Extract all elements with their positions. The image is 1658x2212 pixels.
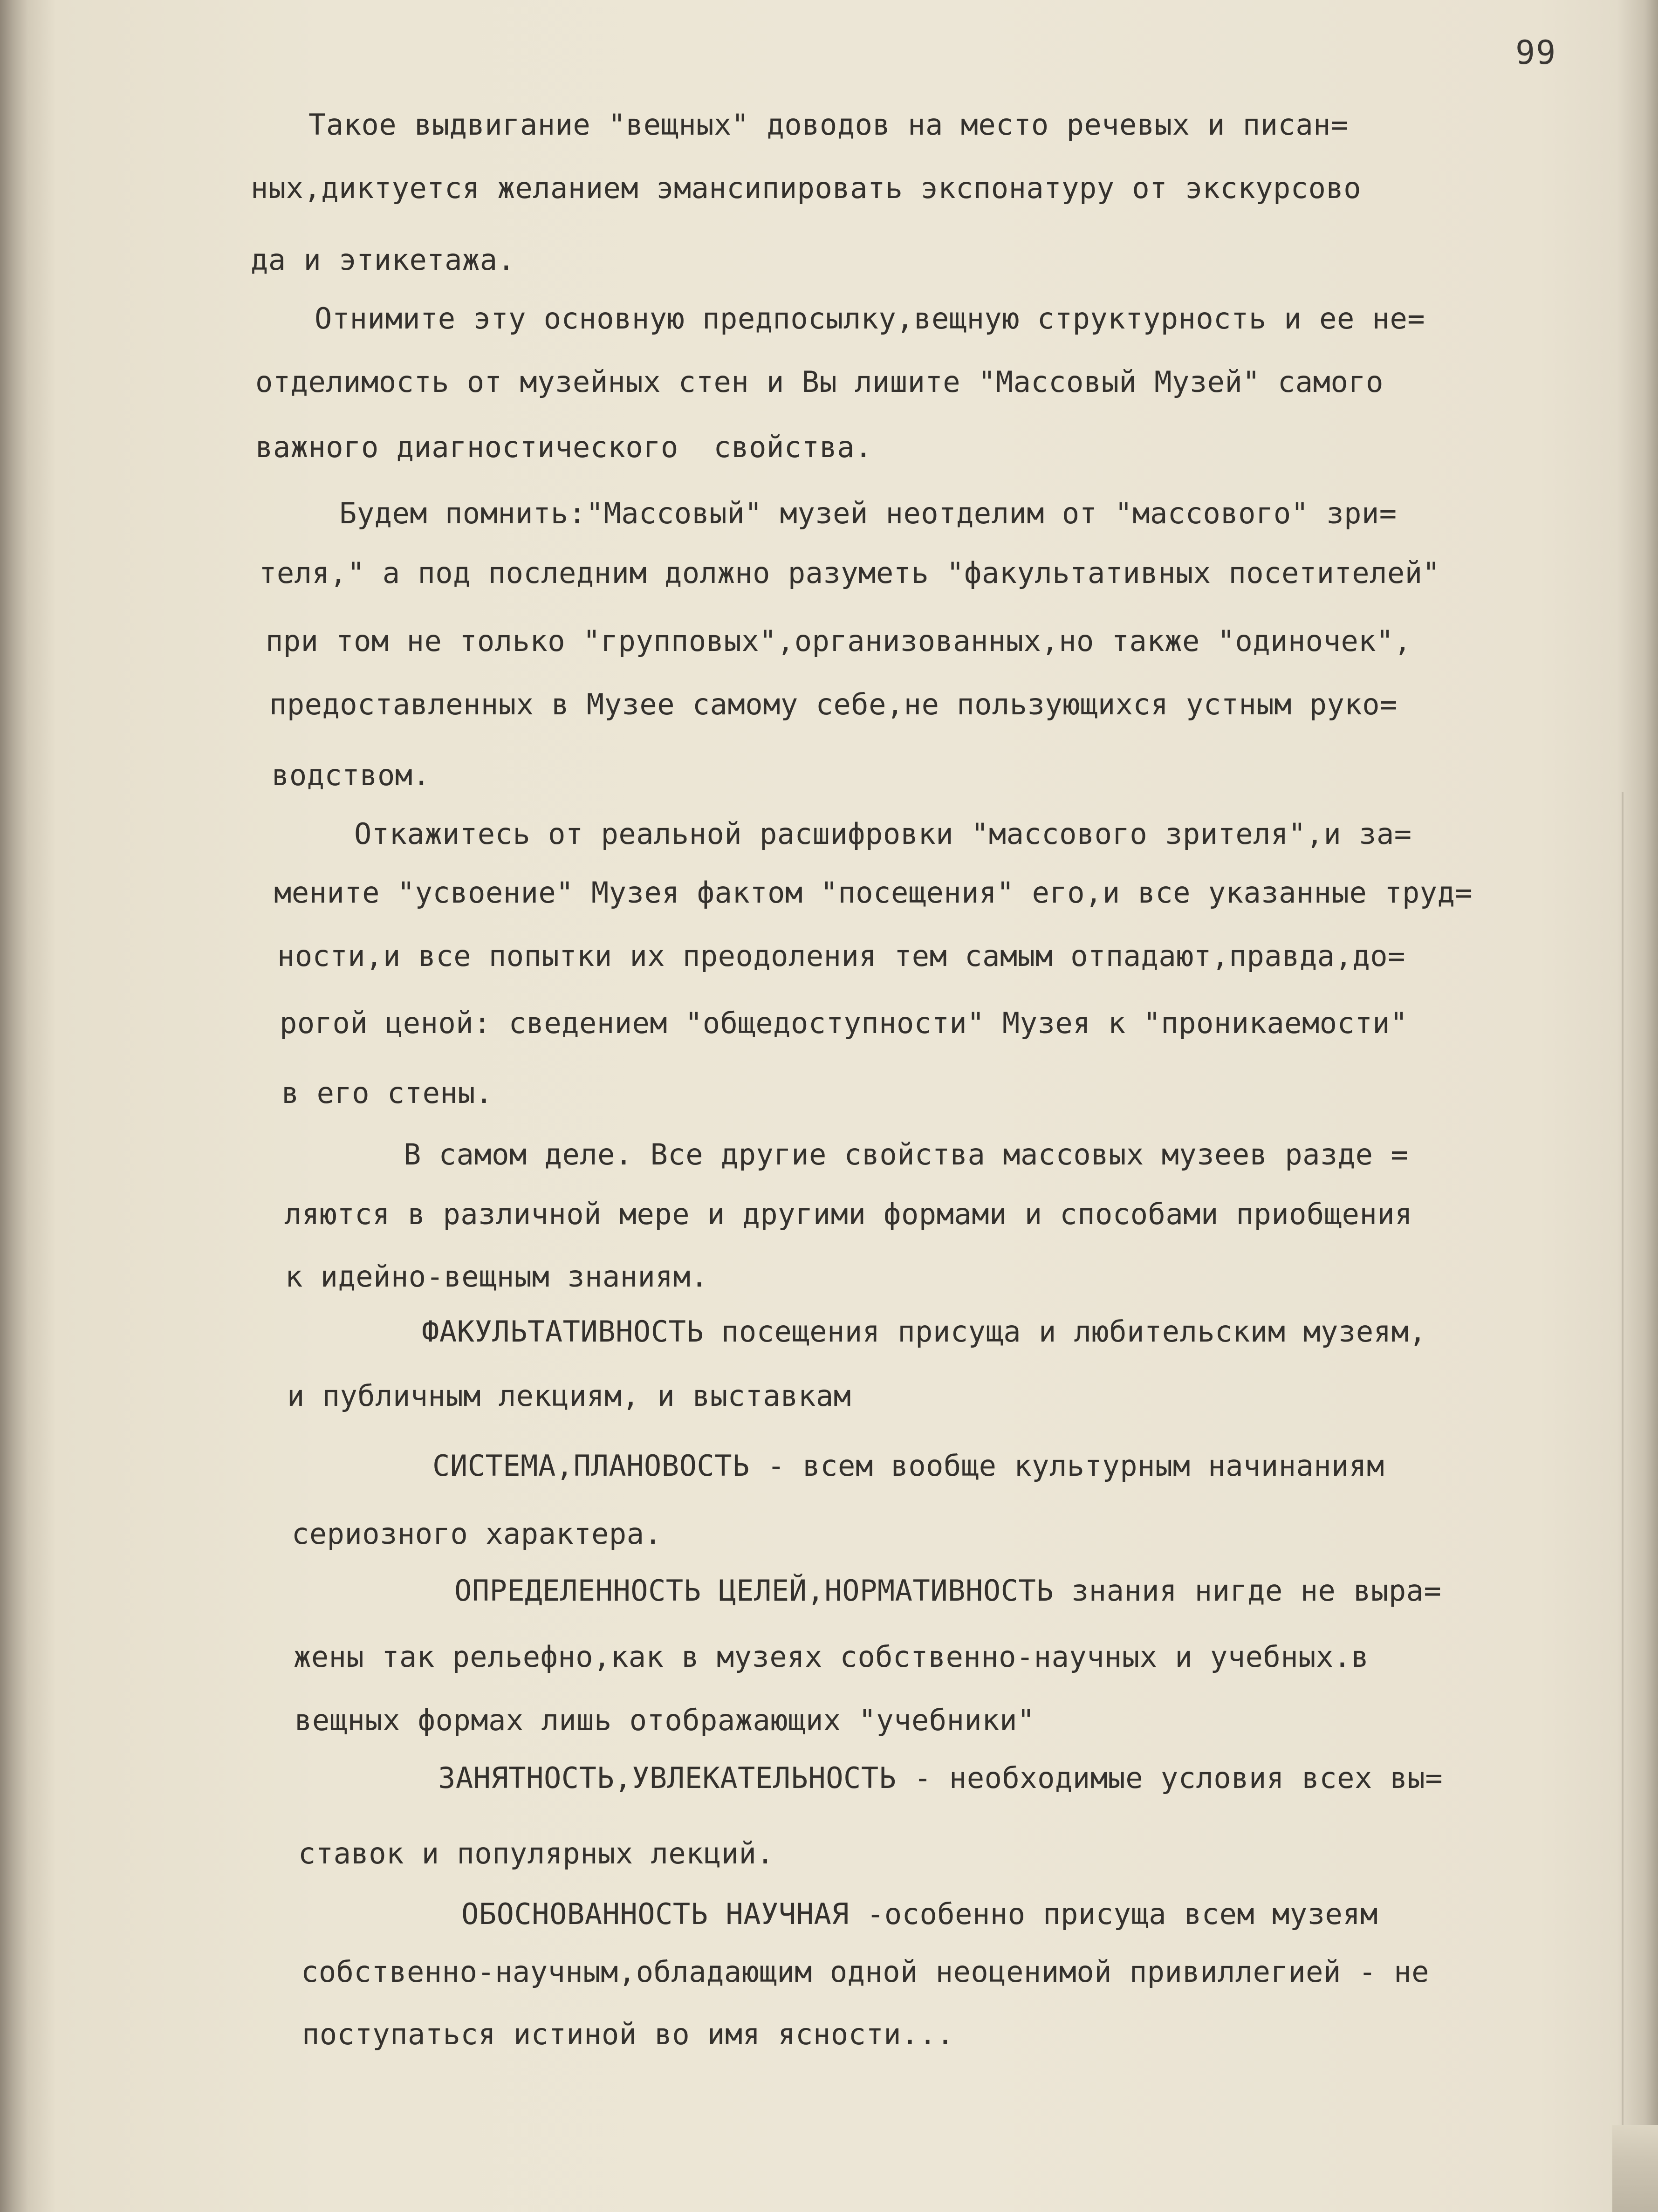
text-line: Будем помнить:"Массовый" музей неотделим от "массового" зри=	[339, 496, 1397, 530]
text-line: в его стены.	[281, 1076, 493, 1110]
text-line: ОБОСНОВАННОСТЬ НАУЧНАЯ -особенно присуща всем музеям	[461, 1897, 1378, 1931]
text-line: важного диагностического свойства.	[255, 430, 872, 464]
text-line: Откажитесь от реальной расшифровки "массового зрителя",и за=	[354, 817, 1412, 851]
text-line: ФАКУЛЬТАТИВНОСТЬ посещения присуща и любительским музеям,	[422, 1315, 1427, 1349]
text-line: при том не только "групповых",организованных,но также "одиночек",	[266, 624, 1411, 658]
text-line: ставок и популярных лекций.	[298, 1836, 774, 1870]
text-line: жены так рельефно,как в музеях собственно-научных и учебных.в	[294, 1640, 1369, 1674]
underlying-page-corner	[1612, 2125, 1658, 2212]
text-line: рогой ценой: сведением "общедоступности" Музея к "проникаемости"	[280, 1006, 1408, 1040]
text-line: Отнимите эту основную предпосылку,вещную структурность и ее не=	[315, 301, 1425, 336]
text-line: к идейно-вещным знаниям.	[285, 1260, 708, 1294]
text-line: поступаться истиной во имя ясности...	[302, 2017, 954, 2051]
text-line: теля," а под последним должно разуметь "факультативных посетителей"	[259, 556, 1440, 590]
text-line: отделимость от музейных стен и Вы лишите "Массовый Музей" самого	[255, 365, 1384, 399]
text-line: собственно-научным,обладающим одной неоценимой привиллегией - не	[301, 1955, 1429, 1989]
page-fold-shadow	[1622, 792, 1624, 2144]
text-line: предоставленных в Музее самому себе,не пользующихся устным руко=	[269, 687, 1398, 721]
text-line: и публичным лекциям, и выставкам	[287, 1379, 851, 1413]
text-line: мените "усвоение" Музея фактом "посещения" его,и все указанные труд=	[274, 876, 1473, 910]
text-line: ности,и все попытки их преодоления тем самым отпадают,правда,до=	[277, 939, 1405, 973]
text-line: ОПРЕДЕЛЕННОСТЬ ЦЕЛЕЙ,НОРМАТИВНОСТЬ знания нигде не выра=	[454, 1574, 1442, 1608]
text-line: да и этикетажа.	[251, 243, 515, 277]
text-line: водством.	[272, 758, 431, 792]
text-line: сериозного характера.	[292, 1517, 662, 1551]
text-line: ЗАНЯТНОСТЬ,УВЛЕКАТЕЛЬНОСТЬ - необходимые условия всех вы=	[438, 1761, 1443, 1795]
text-line: В самом деле. Все другие свойства массовых музеев разде =	[404, 1137, 1409, 1171]
page-number: 99	[1515, 34, 1557, 72]
text-line: вещных формах лишь отображающих "учебники"	[295, 1703, 1035, 1737]
text-line: ляются в различной мере и другими формами и способами приобщения	[284, 1197, 1412, 1231]
text-line: СИСТЕМА,ПЛАНОВОСТЬ - всем вообще культурным начинаниям	[432, 1449, 1384, 1483]
text-line: ных,диктуется желанием эмансипировать экспонатуру от экскурсово	[251, 171, 1362, 205]
text-line: Такое выдвигание "вещных" доводов на место речевых и писан=	[308, 108, 1349, 142]
